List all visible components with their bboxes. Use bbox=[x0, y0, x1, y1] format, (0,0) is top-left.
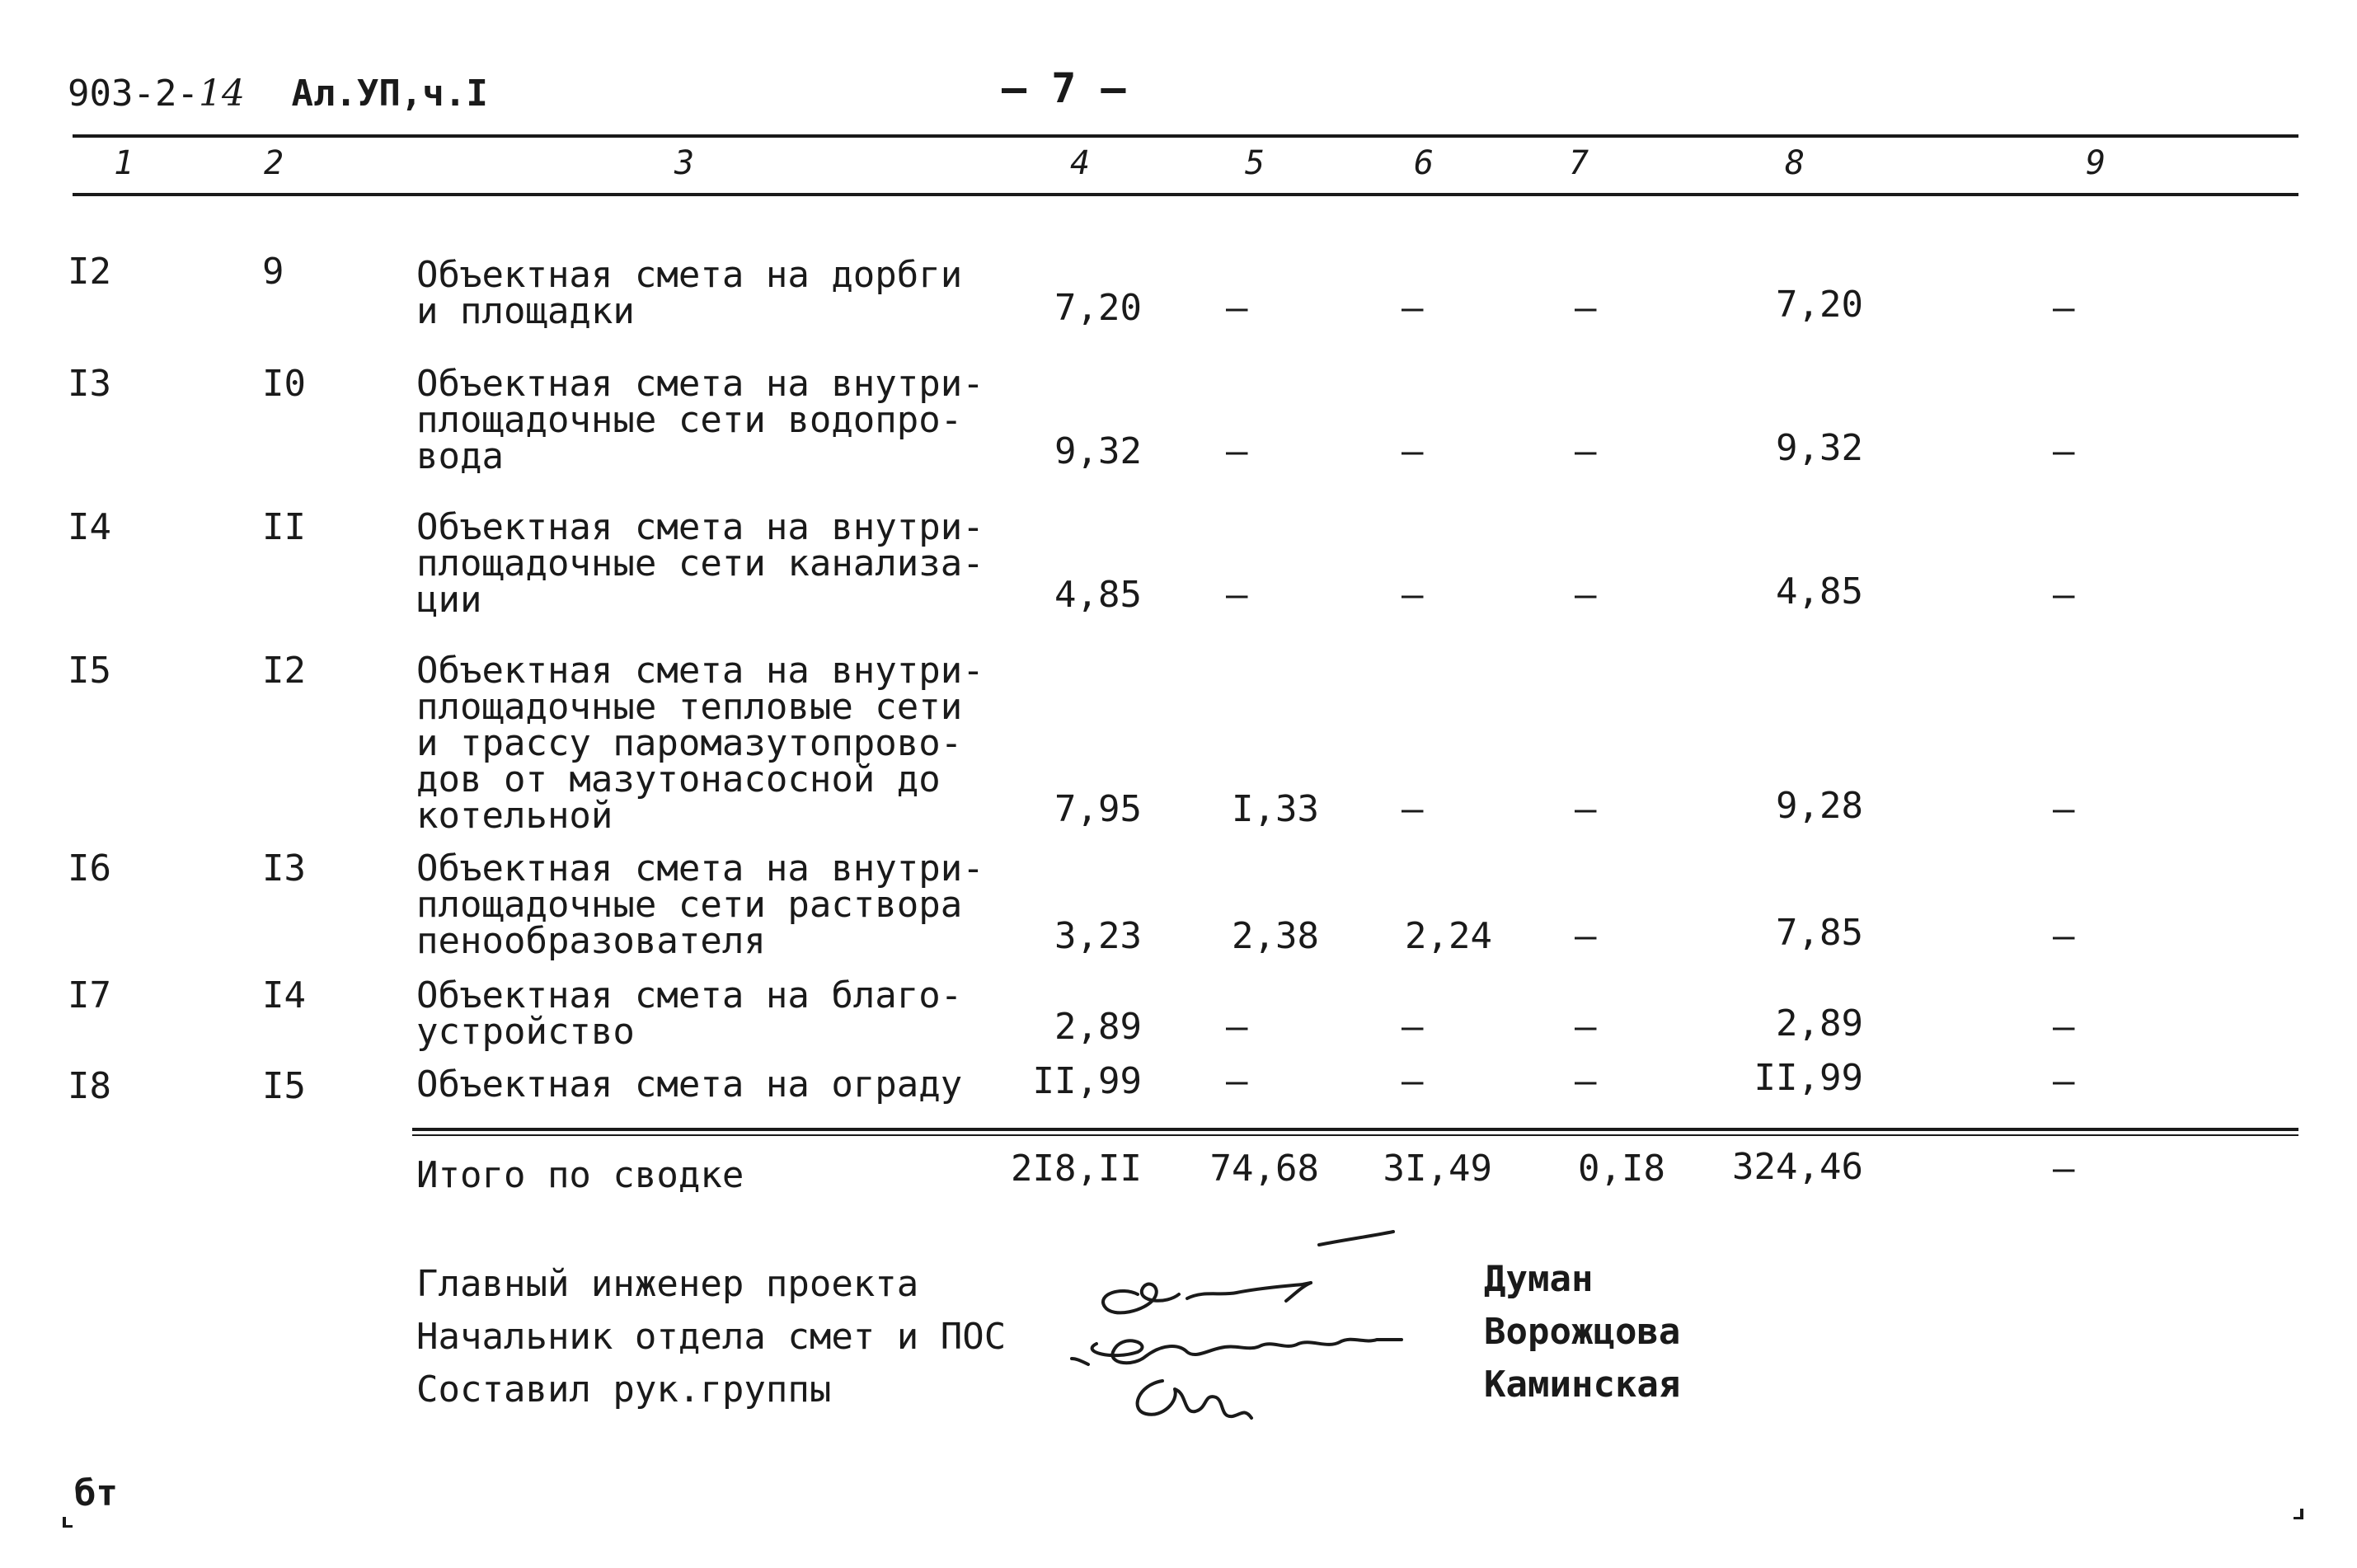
row-ref: I5 bbox=[262, 1065, 306, 1107]
row-col4: 7,95 bbox=[1054, 788, 1142, 830]
signature-role: Начальник отдела смет и ПОС bbox=[416, 1316, 1007, 1358]
signature-name: Каминская bbox=[1484, 1364, 1681, 1406]
row-col8: 9,32 bbox=[1776, 427, 1863, 469]
total-rule-upper bbox=[412, 1128, 2298, 1131]
total-col4: 2I8,II bbox=[1011, 1148, 1142, 1190]
row-col9: – bbox=[2053, 1006, 2075, 1048]
signature-stroke-6 bbox=[1072, 1359, 1088, 1364]
row-number: I4 bbox=[68, 506, 111, 548]
col-header-4: 4 bbox=[1070, 144, 1091, 182]
row-number: I3 bbox=[68, 363, 111, 405]
col-header-9: 9 bbox=[2086, 144, 2106, 182]
col-header-2: 2 bbox=[264, 144, 284, 182]
row-number: I6 bbox=[68, 847, 111, 890]
row-col9: – bbox=[2053, 574, 2075, 616]
row-col9: – bbox=[2053, 287, 2075, 329]
row-col7: – bbox=[1575, 1060, 1597, 1102]
total-rule-lower bbox=[412, 1134, 2298, 1136]
row-ref: 9 bbox=[262, 251, 284, 293]
row-col7: – bbox=[1575, 574, 1597, 616]
total-col9: – bbox=[2053, 1148, 2075, 1190]
page-number: — 7 — bbox=[1002, 64, 1126, 112]
row-col9: – bbox=[2053, 1060, 2075, 1102]
row-col5: I,33 bbox=[1232, 788, 1319, 830]
row-ref: I0 bbox=[262, 363, 306, 405]
row-col4: 4,85 bbox=[1054, 574, 1142, 616]
signature-name: Ворожцова bbox=[1484, 1311, 1681, 1353]
row-col6: – bbox=[1402, 1060, 1424, 1102]
row-ref: I3 bbox=[262, 847, 306, 890]
signature-stroke-4 bbox=[1319, 1232, 1393, 1245]
col-header-8: 8 bbox=[1785, 144, 1805, 182]
row-col6: – bbox=[1402, 430, 1424, 472]
signature-role: Составил рук.группы bbox=[416, 1368, 832, 1411]
row-col6: – bbox=[1402, 788, 1424, 830]
corner-mark-right-h bbox=[2294, 1517, 2303, 1519]
row-col9: – bbox=[2053, 430, 2075, 472]
corner-mark-left-h bbox=[63, 1525, 73, 1528]
total-col6: 3I,49 bbox=[1383, 1148, 1492, 1190]
row-col9: – bbox=[2053, 788, 2075, 830]
doc-code bbox=[68, 73, 488, 115]
row-col7: – bbox=[1575, 287, 1597, 329]
row-number: I7 bbox=[68, 974, 111, 1016]
total-col8: 324,46 bbox=[1732, 1146, 1863, 1188]
doc-code-printed: 903-2- bbox=[68, 73, 199, 115]
row-col7: – bbox=[1575, 788, 1597, 830]
total-label: Итого по сводке bbox=[416, 1154, 744, 1196]
signature-name: Думан bbox=[1484, 1258, 1594, 1300]
row-description: Объектная смета на внутри- площадочные тепловые сети и трассу паромазутопрово- дов от мазутонасосной до котельной bbox=[416, 650, 984, 837]
row-col7: – bbox=[1575, 430, 1597, 472]
row-col4: II,99 bbox=[1032, 1060, 1142, 1102]
row-ref: I4 bbox=[262, 974, 306, 1016]
row-number: I2 bbox=[68, 251, 111, 293]
row-description: Объектная смета на благо- устройство bbox=[416, 974, 963, 1053]
col-header-1: 1 bbox=[114, 144, 134, 182]
col-header-7: 7 bbox=[1569, 144, 1589, 182]
signature-stroke-1 bbox=[1103, 1284, 1179, 1313]
row-col8: 2,89 bbox=[1776, 1002, 1863, 1045]
row-col5: 2,38 bbox=[1232, 915, 1319, 957]
row-col6: – bbox=[1402, 287, 1424, 329]
signature-stroke-7 bbox=[1138, 1381, 1251, 1418]
header-bottom-rule bbox=[73, 193, 2298, 196]
row-col5: – bbox=[1226, 287, 1248, 329]
row-ref: I2 bbox=[262, 650, 306, 692]
row-col8: 7,20 bbox=[1776, 284, 1863, 326]
signature-role: Главный инженер проекта bbox=[416, 1263, 919, 1305]
footer-mark: бт bbox=[74, 1472, 118, 1514]
col-header-5: 5 bbox=[1245, 144, 1265, 182]
album-ref: Ал.УП,ч.I bbox=[291, 73, 488, 115]
row-col9: – bbox=[2053, 915, 2075, 957]
row-ref: II bbox=[262, 506, 306, 548]
total-col7: 0,I8 bbox=[1578, 1148, 1665, 1190]
row-col5: – bbox=[1226, 1006, 1248, 1048]
row-col6: 2,24 bbox=[1405, 915, 1492, 957]
row-description: Объектная смета на внутри- площадочные сети раствора пенообразователя bbox=[416, 847, 984, 962]
row-col5: – bbox=[1226, 1060, 1248, 1102]
row-col8: 4,85 bbox=[1776, 570, 1863, 613]
col-header-6: 6 bbox=[1414, 144, 1434, 182]
row-number: I5 bbox=[68, 650, 111, 692]
row-col8: 7,85 bbox=[1776, 912, 1863, 954]
header-top-rule bbox=[73, 134, 2298, 138]
row-col5: – bbox=[1226, 574, 1248, 616]
row-description: Объектная смета на внутри- площадочные сети водопро- вода bbox=[416, 363, 984, 477]
row-description: Объектная смета на дорбги и площадки bbox=[416, 254, 963, 332]
total-col5: 74,68 bbox=[1209, 1148, 1319, 1190]
row-col6: – bbox=[1402, 574, 1424, 616]
doc-code-handwritten: 14 bbox=[198, 73, 245, 115]
handwritten-signatures bbox=[1063, 1220, 1476, 1426]
signature-stroke-5 bbox=[1092, 1340, 1402, 1363]
row-col4: 3,23 bbox=[1054, 915, 1142, 957]
row-col7: – bbox=[1575, 1006, 1597, 1048]
row-col6: – bbox=[1402, 1006, 1424, 1048]
row-col8: 9,28 bbox=[1776, 785, 1863, 827]
row-col7: – bbox=[1575, 915, 1597, 957]
row-col5: – bbox=[1226, 430, 1248, 472]
row-description: Объектная смета на ограду bbox=[416, 1063, 963, 1106]
row-col4: 2,89 bbox=[1054, 1006, 1142, 1048]
col-header-3: 3 bbox=[674, 144, 695, 182]
row-col4: 7,20 bbox=[1054, 287, 1142, 329]
row-col4: 9,32 bbox=[1054, 430, 1142, 472]
row-number: I8 bbox=[68, 1065, 111, 1107]
row-col8: II,99 bbox=[1754, 1057, 1863, 1099]
row-description: Объектная смета на внутри- площадочные сети канализа- ции bbox=[416, 506, 984, 621]
